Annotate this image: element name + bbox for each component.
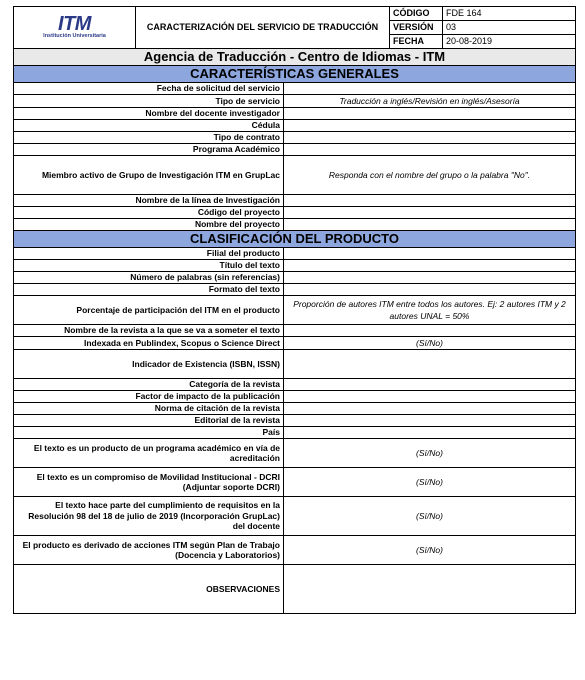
- fecha-label: FECHA: [390, 35, 443, 49]
- field-value[interactable]: [284, 391, 576, 403]
- form-row: [14, 120, 576, 132]
- form-row: [14, 144, 576, 156]
- fecha-value: 20-08-2019: [443, 35, 576, 49]
- field-value[interactable]: [284, 350, 576, 379]
- form-row: [14, 83, 576, 95]
- agency-title: Agencia de Traducción - Centro de Idiomas - ITM: [14, 49, 576, 66]
- field-label: Indicador de Existencia (ISBN, ISSN): [14, 350, 284, 379]
- form-row: [14, 296, 576, 325]
- form-row: [14, 195, 576, 207]
- field-value[interactable]: [284, 415, 576, 427]
- form-row: [14, 272, 576, 284]
- field-value[interactable]: (Sí/No): [284, 536, 576, 565]
- form-row: [14, 403, 576, 415]
- field-value[interactable]: [284, 260, 576, 272]
- form-row: [14, 132, 576, 144]
- field-value[interactable]: [284, 120, 576, 132]
- field-value[interactable]: [284, 144, 576, 156]
- form-row: [14, 427, 576, 439]
- field-value[interactable]: [284, 195, 576, 207]
- form-row: [14, 248, 576, 260]
- field-value[interactable]: [284, 248, 576, 260]
- field-label: El texto es un compromiso de Movilidad Institucional - DCRI (Adjuntar soporte DCRI): [14, 468, 284, 497]
- field-value[interactable]: [284, 83, 576, 95]
- field-label: El texto es un producto de un programa académico en vía de acreditación: [14, 439, 284, 468]
- itm-logo: [43, 15, 106, 40]
- field-label: Programa Académico: [14, 144, 284, 156]
- version-label: VERSIÓN: [390, 21, 443, 35]
- field-label: Tipo de servicio: [14, 95, 284, 108]
- form-table: [13, 6, 576, 614]
- field-label: Número de palabras (sin referencias): [14, 272, 284, 284]
- section-product-title: CLASIFICACIÓN DEL PRODUCTO: [14, 231, 576, 248]
- field-label: Nombre de la línea de Investigación: [14, 195, 284, 207]
- field-value[interactable]: (Sí/No): [284, 497, 576, 536]
- form-row: [14, 325, 576, 337]
- field-value[interactable]: (Sí/No): [284, 439, 576, 468]
- field-label: Tipo de contrato: [14, 132, 284, 144]
- form-row: [14, 565, 576, 614]
- form-row: [14, 536, 576, 565]
- field-label: País: [14, 427, 284, 439]
- field-value[interactable]: Proporción de autores ITM entre todos los autores. Ej: 2 autores ITM y 2 autores UNAL = 50%: [284, 296, 576, 325]
- form-row: [14, 284, 576, 296]
- observations-field[interactable]: [284, 565, 576, 614]
- field-label: Cédula: [14, 120, 284, 132]
- field-value[interactable]: (Sí/No): [284, 468, 576, 497]
- field-label: Nombre del proyecto: [14, 219, 284, 231]
- form-row: [14, 156, 576, 195]
- version-value: 03: [443, 21, 576, 35]
- field-value[interactable]: [284, 272, 576, 284]
- field-label: El texto hace parte del cumplimiento de requisitos en la Resolución 98 del 18 de julio de 2019 (Incorporación GrupLac) del docente: [14, 497, 284, 536]
- document-title: CARACTERIZACIÓN DEL SERVICIO DE TRADUCCIÓN: [136, 7, 390, 49]
- logo-mark: ITM: [58, 13, 91, 35]
- form-row: [14, 439, 576, 468]
- form-document: [13, 6, 575, 614]
- field-label: Fecha de solicitud del servicio: [14, 83, 284, 95]
- field-value[interactable]: [284, 403, 576, 415]
- field-value[interactable]: [284, 325, 576, 337]
- field-value[interactable]: [284, 207, 576, 219]
- field-value[interactable]: [284, 379, 576, 391]
- field-value[interactable]: [284, 108, 576, 120]
- form-row: [14, 337, 576, 350]
- form-row: [14, 260, 576, 272]
- field-value[interactable]: Responda con el nombre del grupo o la palabra "No".: [284, 156, 576, 195]
- form-row: [14, 468, 576, 497]
- form-row: [14, 207, 576, 219]
- field-label: Filial del producto: [14, 248, 284, 260]
- form-row: [14, 108, 576, 120]
- field-label: Título del texto: [14, 260, 284, 272]
- field-label: Editorial de la revista: [14, 415, 284, 427]
- field-label: Norma de citación de la revista: [14, 403, 284, 415]
- field-label: Código del proyecto: [14, 207, 284, 219]
- field-value[interactable]: Traducción a inglés/Revisión en inglés/Asesoría: [284, 95, 576, 108]
- form-row: [14, 379, 576, 391]
- field-value[interactable]: [284, 132, 576, 144]
- logo-subtitle: Institución Universitaria: [43, 33, 106, 39]
- field-label: Categoría de la revista: [14, 379, 284, 391]
- field-label: Miembro activo de Grupo de Investigación ITM en GrupLac: [14, 156, 284, 195]
- observations-label: OBSERVACIONES: [14, 565, 284, 614]
- form-row: [14, 415, 576, 427]
- codigo-value: FDE 164: [443, 7, 576, 21]
- field-label: Nombre del docente investigador: [14, 108, 284, 120]
- field-label: Porcentaje de participación del ITM en el producto: [14, 296, 284, 325]
- field-label: Factor de impacto de la publicación: [14, 391, 284, 403]
- field-label: El producto es derivado de acciones ITM según Plan de Trabajo (Docencia y Laboratorios): [14, 536, 284, 565]
- field-label: Formato del texto: [14, 284, 284, 296]
- field-value[interactable]: [284, 427, 576, 439]
- field-value[interactable]: [284, 284, 576, 296]
- form-row: [14, 95, 576, 108]
- field-value[interactable]: [284, 219, 576, 231]
- field-label: Indexada en Publindex, Scopus o Science Direct: [14, 337, 284, 350]
- form-row: [14, 219, 576, 231]
- field-value[interactable]: (Sí/No): [284, 337, 576, 350]
- form-row: [14, 497, 576, 536]
- codigo-label: CÓDIGO: [390, 7, 443, 21]
- form-row: [14, 391, 576, 403]
- section-general-title: CARACTERÍSTICAS GENERALES: [14, 66, 576, 83]
- field-label: Nombre de la revista a la que se va a someter el texto: [14, 325, 284, 337]
- form-row: [14, 350, 576, 379]
- logo-cell: [14, 7, 136, 49]
